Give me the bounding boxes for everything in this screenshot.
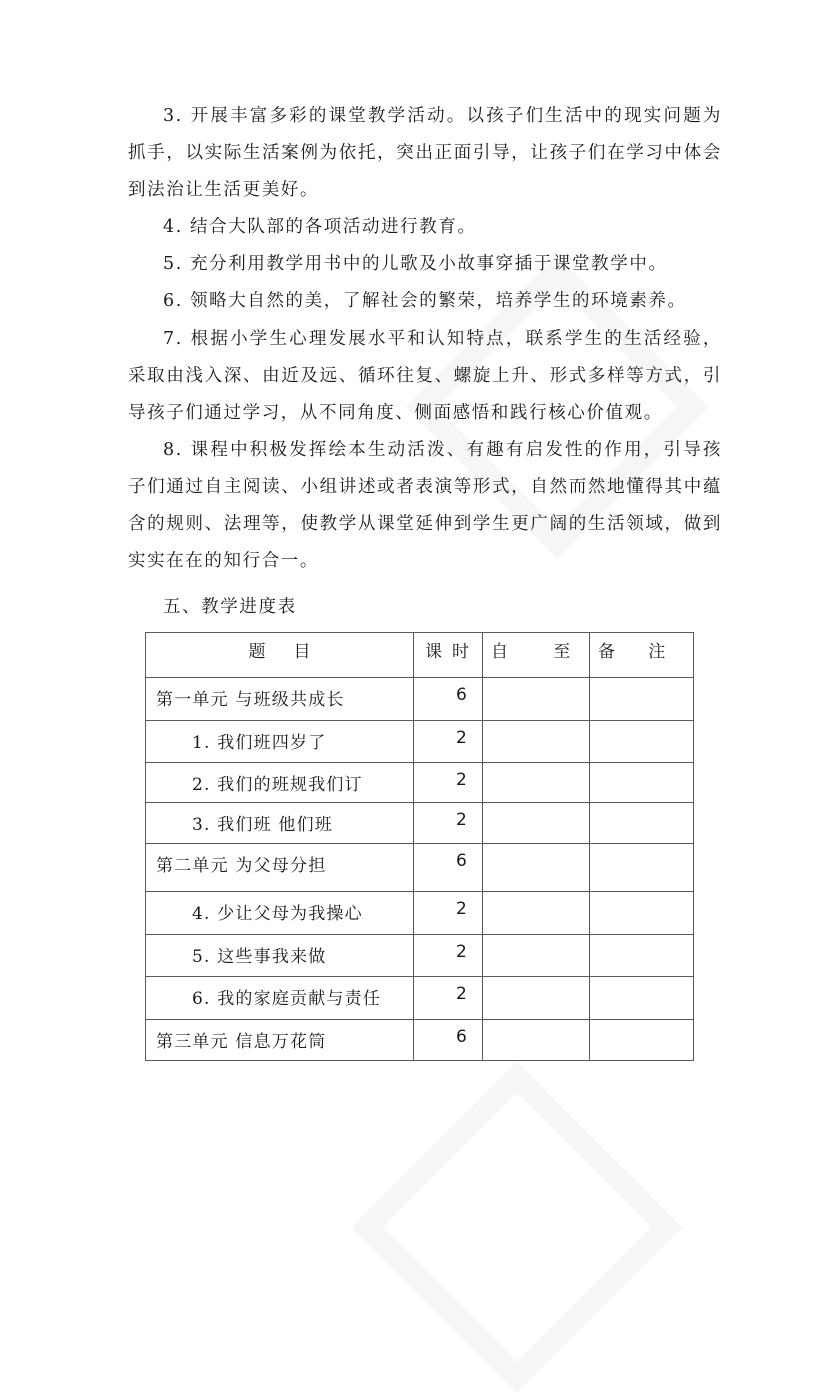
header-from-to	[483, 633, 590, 678]
row-from-to	[483, 1020, 590, 1061]
header-from: 自	[491, 642, 510, 662]
paragraph-item-5: 5. 充分利用教学用书中的儿歌及小故事穿插于课堂教学中。	[163, 254, 668, 274]
table-row	[146, 844, 694, 892]
row-topic: 第一单元 与班级共成长	[146, 678, 414, 721]
paragraph-item-4: 4. 结合大队部的各项活动进行教育。	[163, 217, 477, 237]
row-from-to	[483, 935, 590, 977]
table-row	[146, 935, 694, 977]
row-topic: 5. 这些事我来做	[146, 935, 414, 977]
paragraph-item-8: 8. 课程中积极发挥绘本生动活泼、有趣有启发性的作用，引导孩子们通过自主阅读、小组讲述或者表演等形式，自然而然地懂得其中蕴含的规则、法理等，使教学从课堂延伸到学生更广阔的生活领域，做到实实在在的知行合一。	[128, 440, 722, 571]
row-from-to	[483, 721, 590, 763]
row-from-to	[483, 977, 590, 1020]
row-hours: 2	[414, 977, 483, 1020]
row-topic: 第三单元 信息万花筒	[146, 1020, 414, 1061]
paragraph-item-3: 3. 开展丰富多彩的课堂教学活动。以孩子们生活中的现实问题为抓手，以实际生活案例为依托，突出正面引导，让孩子们在学习中体会到法治让生活更美好。	[128, 106, 722, 200]
header-note-2: 注	[648, 642, 667, 662]
row-note	[590, 1020, 694, 1061]
row-from-to	[483, 803, 590, 844]
section-heading: 五、教学进度表	[163, 597, 297, 617]
table-row	[146, 1020, 694, 1061]
watermark-diamond	[352, 1062, 683, 1392]
header-note-1: 备	[598, 642, 617, 662]
row-hours: 6	[414, 844, 483, 892]
header-hours: 课时	[414, 633, 483, 678]
header-topic: 题目	[146, 633, 414, 678]
teaching-schedule-table	[145, 632, 694, 1061]
row-note	[590, 844, 694, 892]
row-from-to	[483, 844, 590, 892]
header-note	[590, 633, 694, 678]
row-topic: 6. 我的家庭贡献与责任	[146, 977, 414, 1020]
row-note	[590, 803, 694, 844]
paragraph-item-6: 6. 领略大自然的美，了解社会的繁荣，培养学生的环境素养。	[163, 291, 687, 311]
row-note	[590, 763, 694, 803]
row-note	[590, 977, 694, 1020]
row-topic: 第二单元 为父母分担	[146, 844, 414, 892]
row-from-to	[483, 678, 590, 721]
table-row	[146, 763, 694, 803]
paragraph-item-7: 7. 根据小学生心理发展水平和认知特点，联系学生的生活经验，采取由浅入深、由近及远、循环往复、螺旋上升、形式多样等方式，引导孩子们通过学习，从不同角度、侧面感悟和践行核心价值观。	[128, 329, 722, 423]
table-row	[146, 892, 694, 935]
row-note	[590, 892, 694, 935]
row-hours: 6	[414, 1020, 483, 1061]
table-row	[146, 977, 694, 1020]
row-topic: 1. 我们班四岁了	[146, 721, 414, 763]
row-hours: 6	[414, 678, 483, 721]
row-topic: 3. 我们班 他们班	[146, 803, 414, 844]
row-from-to	[483, 892, 590, 935]
table-header-row	[146, 633, 694, 678]
row-hours: 2	[414, 763, 483, 803]
row-hours: 2	[414, 721, 483, 763]
table-row	[146, 721, 694, 763]
table-row	[146, 803, 694, 844]
row-hours: 2	[414, 892, 483, 935]
row-hours: 2	[414, 803, 483, 844]
header-to: 至	[553, 642, 572, 662]
row-note	[590, 721, 694, 763]
row-note	[590, 935, 694, 977]
table-row	[146, 678, 694, 721]
row-note	[590, 678, 694, 721]
row-topic: 4. 少让父母为我操心	[146, 892, 414, 935]
row-hours: 2	[414, 935, 483, 977]
row-topic: 2. 我们的班规我们订	[146, 763, 414, 803]
row-from-to	[483, 763, 590, 803]
